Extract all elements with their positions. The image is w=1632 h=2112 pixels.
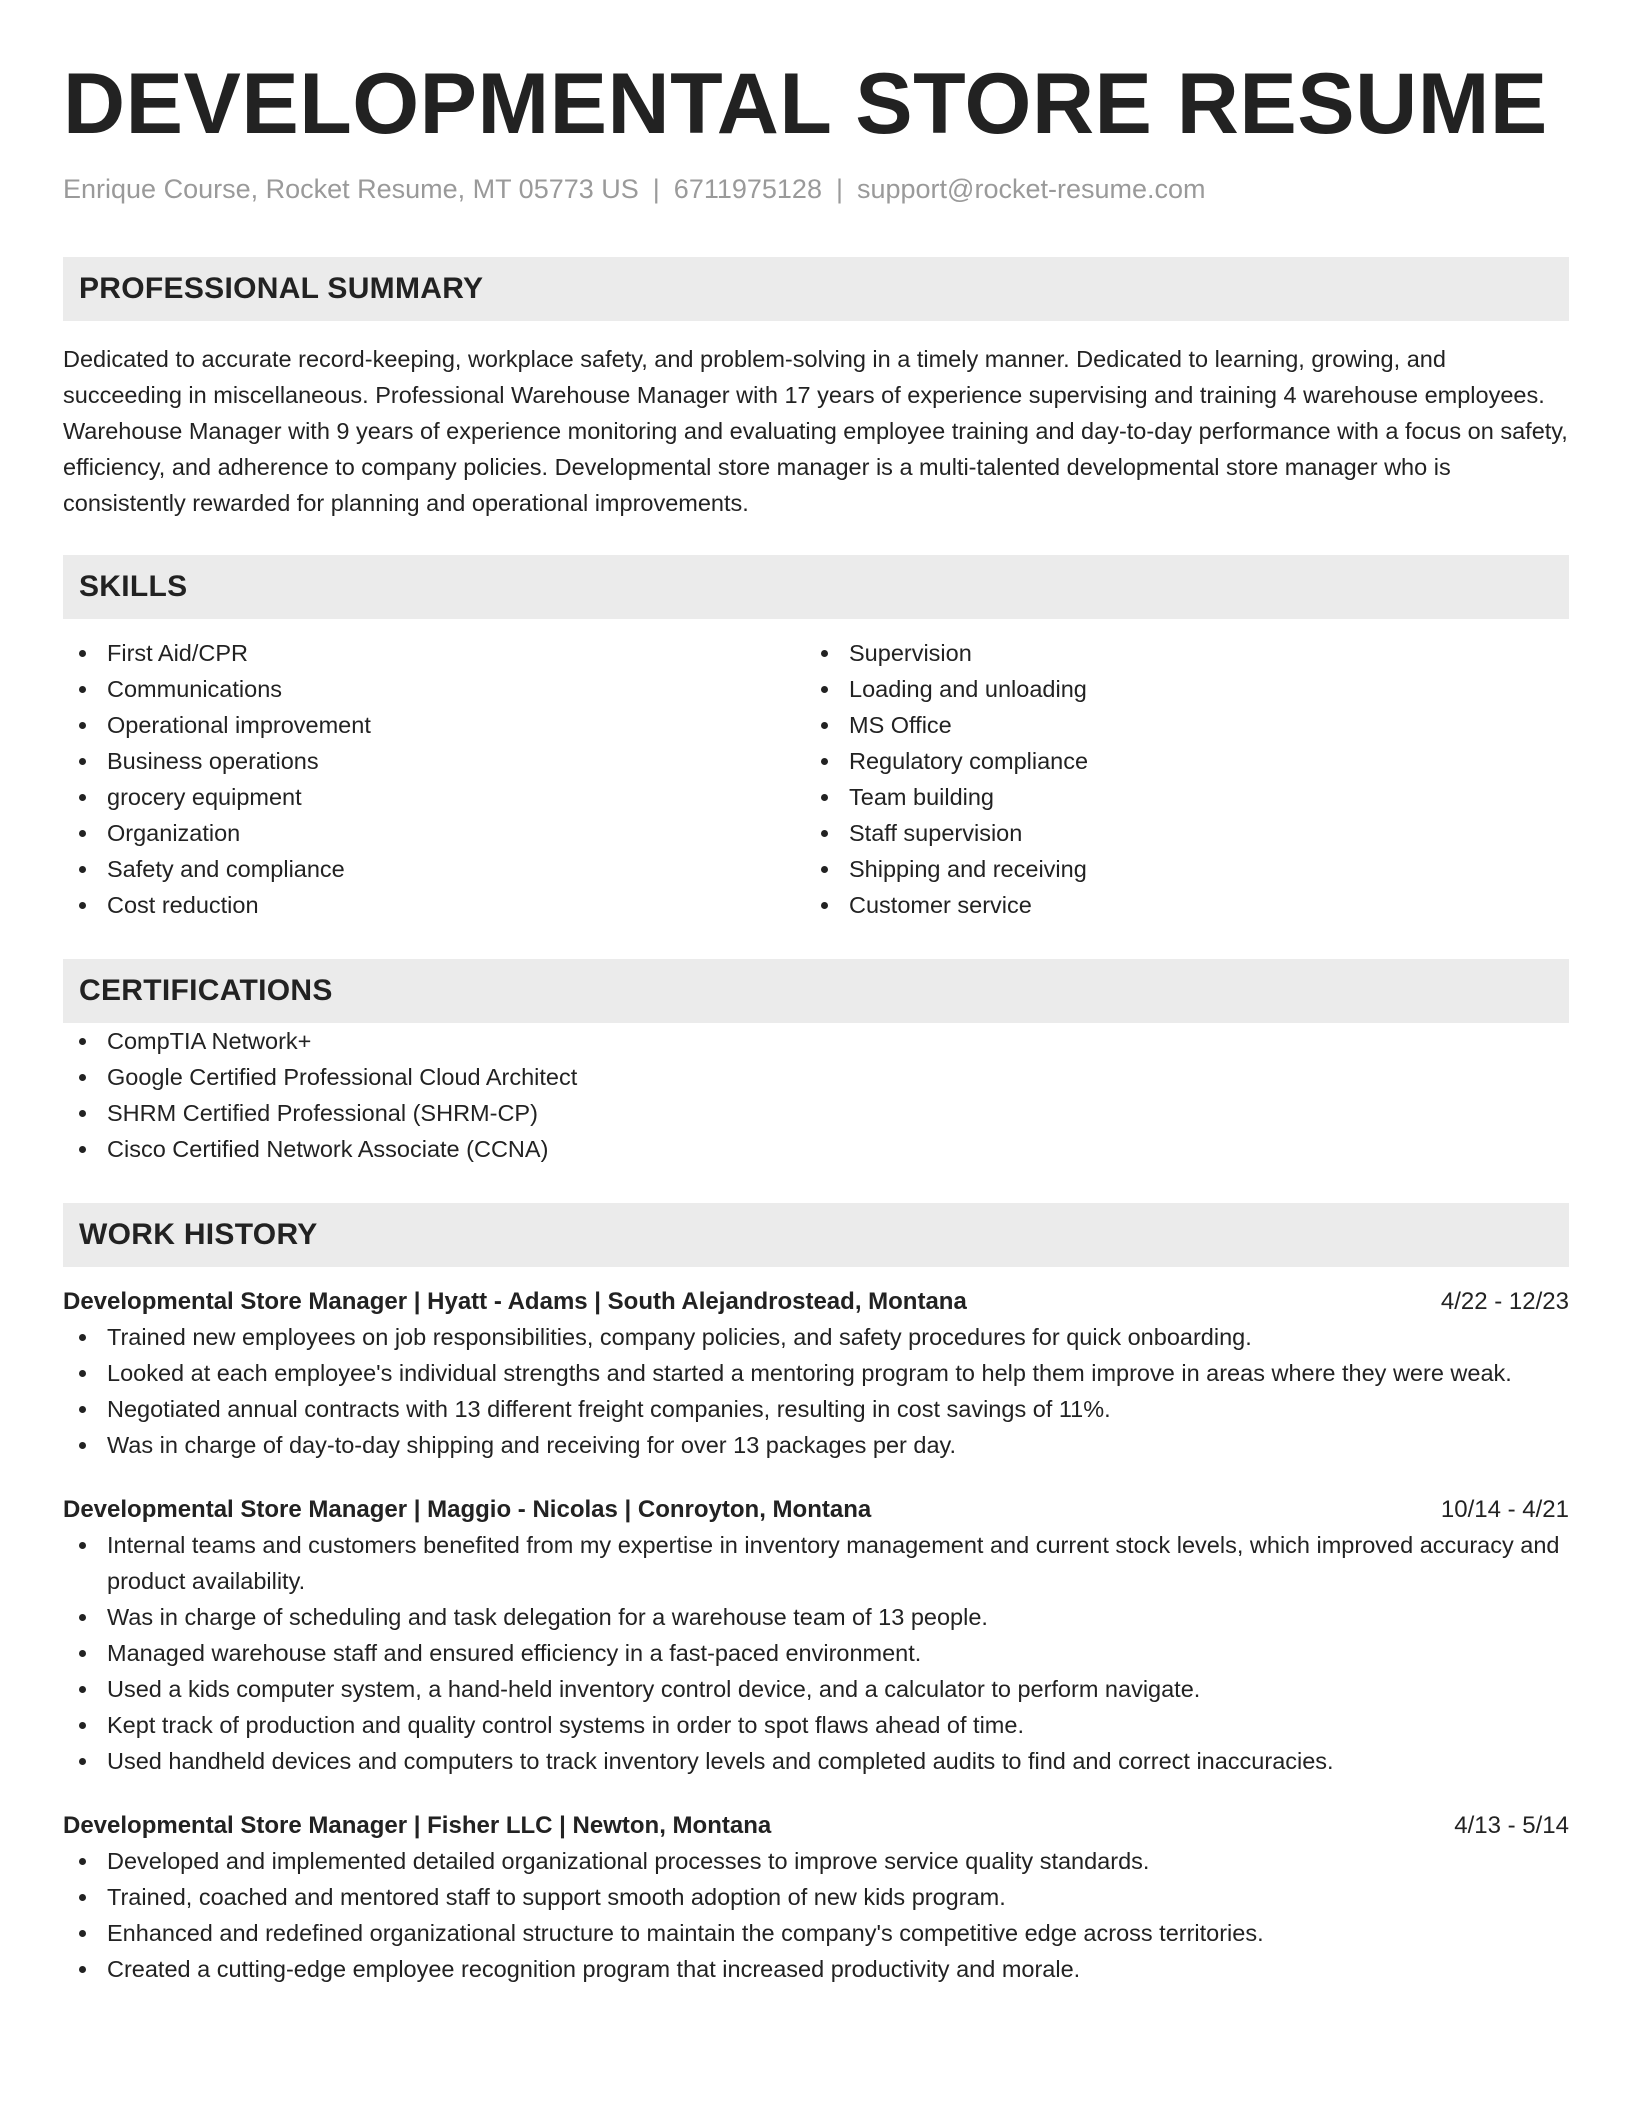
resume-title: DEVELOPMENTAL STORE RESUME [63,56,1548,152]
job-bullet: Negotiated annual contracts with 13 different freight companies, resulting in cost savings of 11%. [63,1391,1569,1427]
job-dates: 4/13 - 5/14 [1454,1812,1569,1839]
certification-item: Google Certified Professional Cloud Architect [63,1059,1569,1095]
skill-item: Communications [63,671,805,707]
job-title: Developmental Store Manager | Fisher LLC | Newton, Montana [63,1812,772,1839]
job-entry [63,1285,1569,1463]
skills-grid [63,635,1569,923]
section-header-skills: SKILLS [63,555,1569,619]
section-header-summary: PROFESSIONAL SUMMARY [63,257,1569,321]
job-bullet: Created a cutting-edge employee recognition program that increased productivity and morale. [63,1951,1569,1987]
certification-item: Cisco Certified Network Associate (CCNA) [63,1131,1569,1167]
skills-column-left [63,635,805,923]
contact-phone: 6711975128 [673,174,822,204]
certification-item: SHRM Certified Professional (SHRM-CP) [63,1095,1569,1131]
certifications-list [63,1023,1569,1167]
job-header [63,1809,1569,1843]
contact-separator: | [835,174,843,204]
job-bullet: Was in charge of scheduling and task delegation for a warehouse team of 13 people. [63,1599,1569,1635]
job-header [63,1285,1569,1319]
job-dates: 10/14 - 4/21 [1440,1496,1569,1523]
section-header-certifications: CERTIFICATIONS [63,959,1569,1023]
job-bullet: Used handheld devices and computers to track inventory levels and completed audits to find and correct inaccuracies. [63,1743,1569,1779]
job-header [63,1493,1569,1527]
certification-item: CompTIA Network+ [63,1023,1569,1059]
job-bullet: Trained new employees on job responsibilities, company policies, and safety procedures for quick onboarding. [63,1319,1569,1355]
skill-item: Business operations [63,743,805,779]
skill-item: Safety and compliance [63,851,805,887]
skill-item: Team building [805,779,1547,815]
skill-item: Customer service [805,887,1547,923]
job-entry [63,1809,1569,1987]
job-title: Developmental Store Manager | Hyatt - Adams | South Alejandrostead, Montana [63,1288,967,1315]
job-title: Developmental Store Manager | Maggio - Nicolas | Conroyton, Montana [63,1496,872,1523]
skill-item: Staff supervision [805,815,1547,851]
skill-item: Loading and unloading [805,671,1547,707]
skills-list-right [805,635,1547,923]
job-bullet: Kept track of production and quality control systems in order to spot flaws ahead of time. [63,1707,1569,1743]
contact-address: Enrique Course, Rocket Resume, MT 05773 US [63,174,639,204]
skill-item: Organization [63,815,805,851]
skill-item: First Aid/CPR [63,635,805,671]
skill-item: Operational improvement [63,707,805,743]
job-bullet: Was in charge of day-to-day shipping and receiving for over 13 packages per day. [63,1427,1569,1463]
job-bullet: Enhanced and redefined organizational structure to maintain the company's competitive edge across territories. [63,1915,1569,1951]
contact-line [63,172,1569,206]
contact-separator: | [652,174,660,204]
skill-item: Supervision [805,635,1547,671]
skills-list-left [63,635,805,923]
skill-item: grocery equipment [63,779,805,815]
skill-item: MS Office [805,707,1547,743]
job-bullet-list [63,1319,1569,1463]
skill-item: Shipping and receiving [805,851,1547,887]
skill-item: Regulatory compliance [805,743,1547,779]
job-bullet: Looked at each employee's individual strengths and started a mentoring program to help them improve in areas where they were weak. [63,1355,1569,1391]
contact-email: support@rocket-resume.com [856,174,1206,204]
job-bullet: Used a kids computer system, a hand-held inventory control device, and a calculator to perform navigate. [63,1671,1569,1707]
summary-text: Dedicated to accurate record-keeping, workplace safety, and problem-solving in a timely manner. Dedicated to learning, growing, and succeeding in miscellaneous. Professional Warehouse Manager with 17 years of experience supervising and training 4 warehouse employees. Warehouse Manager with 9 years of experience monitoring and evaluating employee training and day-to-day performance with a focus on safety, efficiency, and adherence to company policies. Developmental store manager is a multi-talented developmental store manager who is consistently rewarded for planning and operational improvements. [63,346,1568,516]
job-entry [63,1493,1569,1779]
job-bullet: Managed warehouse staff and ensured efficiency in a fast-paced environment. [63,1635,1569,1671]
section-header-work-history: WORK HISTORY [63,1203,1569,1267]
job-dates: 4/22 - 12/23 [1440,1288,1569,1315]
job-bullet: Internal teams and customers benefited from my expertise in inventory management and current stock levels, which improved accuracy and product availability. [63,1527,1569,1599]
skills-column-right [805,635,1547,923]
job-bullet-list [63,1843,1569,1987]
job-bullet-list [63,1527,1569,1779]
job-bullet: Trained, coached and mentored staff to support smooth adoption of new kids program. [63,1879,1569,1915]
job-bullet: Developed and implemented detailed organizational processes to improve service quality standards. [63,1843,1569,1879]
skill-item: Cost reduction [63,887,805,923]
